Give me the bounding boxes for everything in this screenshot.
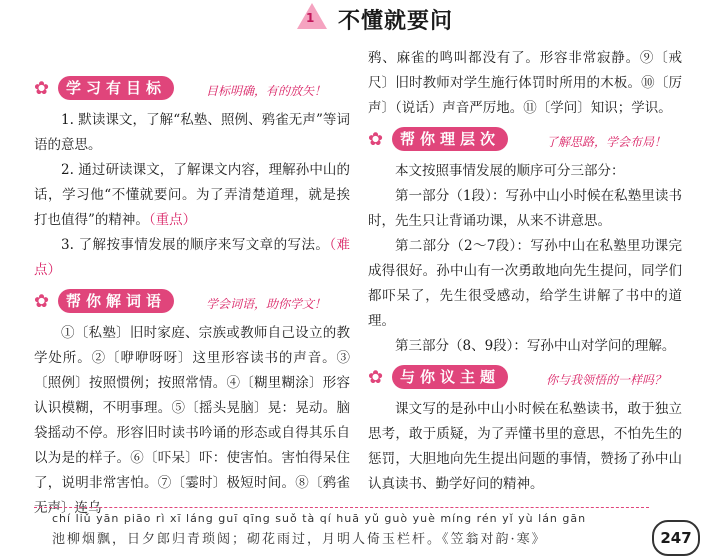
structure-intro: 本文按照事情发展的顺序可分三部分： [395,163,625,179]
lesson-number-badge: 1 [297,3,327,29]
flower-icon: ✿ [34,291,50,312]
right-column [368,46,682,497]
goal-item: 1. 默读课文，了解“私塾、照例、鸦雀无声”等词语的意思。 [34,112,350,153]
footer-pinyin: chí liǔ yān piāo rì xī láng guī qīng suǒ tà qí huā yǔ guò yuè míng rén yǐ yù lán gān [52,512,587,525]
left-column [34,70,350,521]
goal-item: 2. 通过研读课文，了解课文内容，理解孙中山的话，学习他“不懂就要问。为了弄清楚道理，就是挨打也值得”的精神。（重点） [34,162,350,228]
vocab-text: ①〔私塾〕旧时家庭、宗族或教师自己设立的教学处所。②〔咿咿呀呀〕这里形容读书的声音。③〔照例〕按照惯例；按照常情。④〔糊里糊涂〕形容认识模糊，不明事理。⑤〔摇头晃脑〕晃：晃动。脑袋摇动不停。形容旧时读书吟诵的形态或自得其乐自以为是的样子。⑥〔吓呆〕吓：使害怕。害怕得呆住了，说明非常害怕。⑦〔霎时〕极短时间。⑧〔鸦雀无声〕连乌 [34,325,350,516]
section-header-goals: ✿ 学习有目标 目标明确，有的放矢！ [34,78,327,99]
section-header-vocab: ✿ 帮你解词语 学会词语，助你学文！ [34,291,327,312]
flower-icon: ✿ [34,78,50,99]
page-number: 247 [652,520,700,556]
footer-divider [34,507,649,508]
section-header-structure: ✿ 帮你理层次 了解思路，学会布局！ [368,129,667,150]
structure-part: 第一部分（1段）：写孙中山小时候在私塾里读书时，先生只让背诵功课，从来不讲意思。 [368,188,682,229]
vocab-continued: 鸦、麻雀的鸣叫都没有了。形容非常寂静。⑨〔戒尺〕旧时教师对学生施行体罚时所用的木板。⑩〔厉声〕（说话）声音严厉地。⑪〔学问〕知识；学识。 [368,50,682,116]
goal-item: 3. 了解按事情发展的顺序来写文章的写法。（难点） [34,237,351,278]
page-title: 不懂就要问 [338,8,454,34]
flower-icon: ✿ [368,367,384,388]
structure-part: 第二部分（2～7段）：写孙中山在私塾里功课完成得很好。孙中山有一次勇敢地向先生提问，同学们都吓呆了，先生很受感动，给学生讲解了书中的道理。 [368,238,682,329]
section-header-theme: ✿ 与你议主题 你与我领悟的一样吗？ [368,367,667,388]
structure-part: 第三部分（8、9段）：写孙中山对学问的理解。 [395,338,676,354]
flower-icon: ✿ [368,129,384,150]
footer-verse: 池柳烟飘，日夕郎归青琐闼；砌花雨过，月明人倚玉栏杆。《笠翁对韵·寒》 [52,532,547,547]
theme-text: 课文写的是孙中山小时候在私塾读书，敢于独立思考，敢于质疑，为了弄懂书里的意思，不怕先生的惩罚，大胆地向先生提出问题的事情，赞扬了孙中山认真读书、勤学好问的精神。 [368,401,682,492]
